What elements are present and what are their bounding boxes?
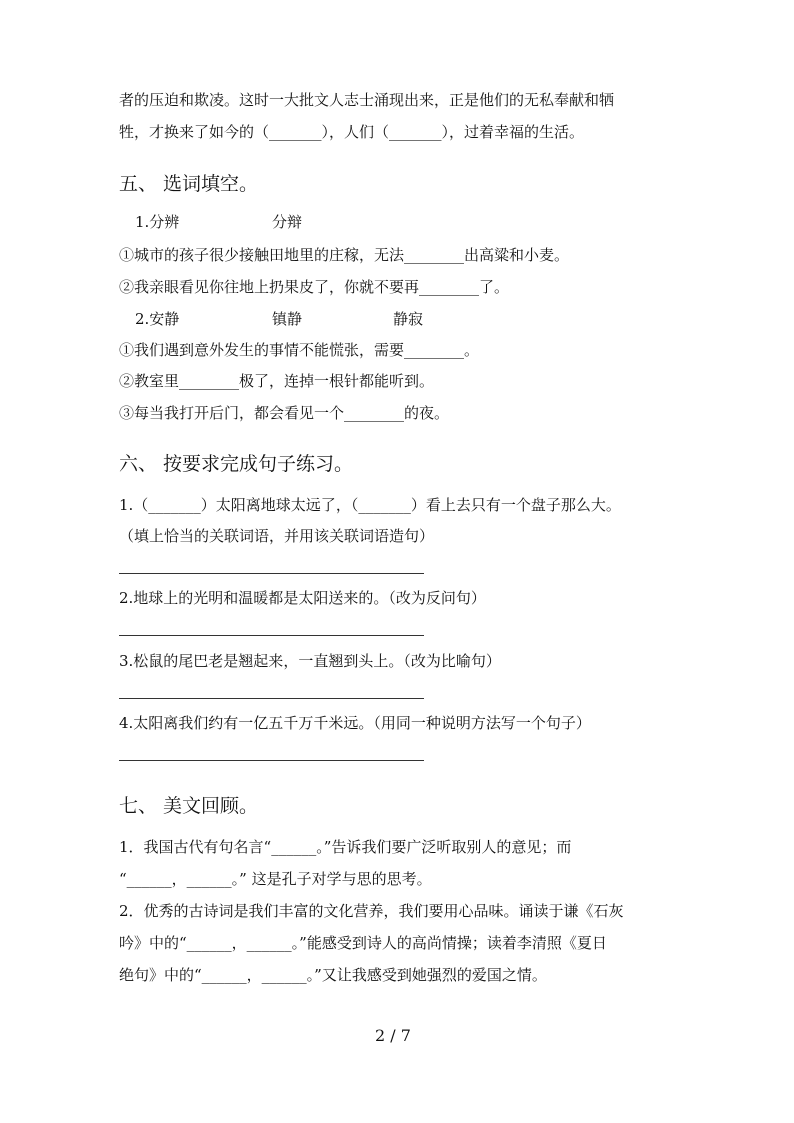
s5-g2-q3: ③每当我打开后门，都会看见一个________的夜。 <box>119 404 450 422</box>
section-7-heading: 七、 美文回顾。 <box>119 795 259 817</box>
s6-q4-answer-line[interactable] <box>119 760 424 761</box>
section-5-heading: 五、 选词填空。 <box>119 173 259 195</box>
s6-q4: 4.太阳离我们约有一亿五千万千米远。（用同一种说明方法写一个句子） <box>119 714 591 732</box>
s6-q3-answer-line[interactable] <box>119 698 424 699</box>
s7-q2-line-1: 2．优秀的古诗词是我们丰富的文化营养，我们要用心品味。诵读于谦《石灰 <box>119 902 624 920</box>
s5-g1-option2: 分辩 <box>272 213 303 231</box>
s5-g1-q2: ②我亲眼看见你往地上扔果皮了，你就不要再________了。 <box>119 278 510 296</box>
s5-g2-option2: 镇静 <box>272 310 303 328</box>
s6-q3: 3.松鼠的尾巴老是翘起来，一直翘到头上。（改为比喻句） <box>119 652 501 670</box>
s5-g2-q2: ②教室里________极了，连掉一根针都能听到。 <box>119 372 435 390</box>
intro-line-2: 牲，才换来了如今的（_______），人们（_______），过着幸福的生活。 <box>119 123 585 141</box>
s7-q1-line-2: “______，______。” 这是孔子对学与思的思考。 <box>119 870 432 888</box>
s6-q2-answer-line[interactable] <box>119 635 424 636</box>
s5-g2-option3: 静寂 <box>393 310 424 328</box>
page-number: 2 / 7 <box>375 1026 411 1045</box>
s7-q2-line-2: 吟》中的“______，______。”能感受到诗人的高尚情操；读着李清照《夏日 <box>119 934 607 952</box>
s6-q2: 2.地球上的光明和温暖都是太阳送来的。（改为反问句） <box>119 589 486 607</box>
s7-q2-line-3: 绝句》中的“______，______。”又让我感受到她强烈的爱国之情。 <box>119 966 547 984</box>
s6-q1-line-1: 1.（_______）太阳离地球太远了，（_______）看上去只有一个盘子那么大。 <box>119 496 621 514</box>
s7-q1-line-1: 1．我国古代有句名言“______。”告诉我们要广泛听取别人的意见；而 <box>119 838 572 856</box>
s5-g2-q1: ①我们遇到意外发生的事情不能慌张，需要________。 <box>119 341 480 359</box>
s5-g1-label: 1.分辨 <box>135 213 180 231</box>
section-6-heading: 六、 按要求完成句子练习。 <box>119 453 354 475</box>
intro-line-1: 者的压迫和欺凌。这时一大批文人志士涌现出来，正是他们的无私奉献和牺 <box>119 91 615 109</box>
s5-g1-q1: ①城市的孩子很少接触田地里的庄稼，无法________出高粱和小麦。 <box>119 246 570 264</box>
s5-g2-label: 2.安静 <box>135 310 180 328</box>
s6-q1-answer-line[interactable] <box>119 573 424 574</box>
s6-q1-line-2: （填上恰当的关联词语，并用该关联词语造句） <box>119 527 435 545</box>
